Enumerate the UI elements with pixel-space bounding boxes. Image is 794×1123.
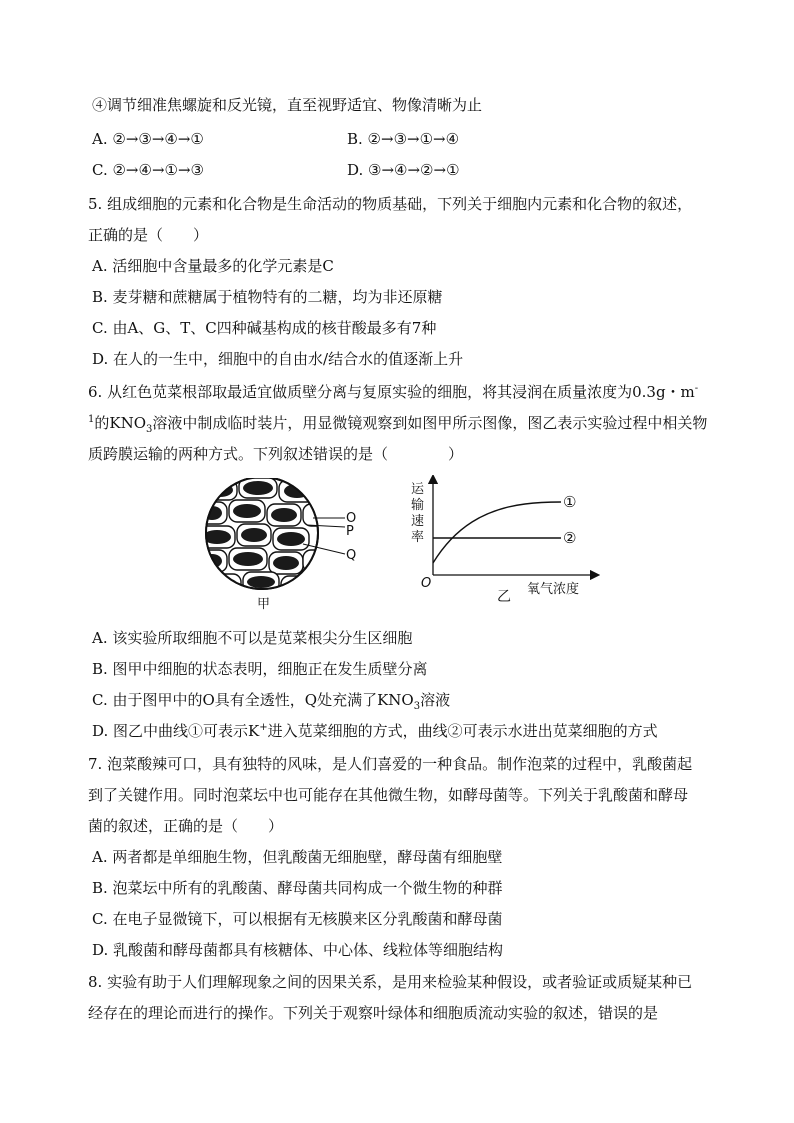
q7-stem-line2: 到了关键作用。同时泡菜坛中也可能存在其他微生物，如酵母菌等。下列关于乳酸菌和酵母 [88, 786, 689, 804]
q5-stem-line1: 5. 组成细胞的元素和化合物是生命活动的物质基础，下列关于细胞内元素和化合物的叙述， [88, 195, 693, 213]
q6-option-c-b: 溶液 [420, 691, 451, 709]
q6-option-c-a: C. 由于图甲中的O具有全透性，Q处充满了KNO [92, 691, 414, 709]
q6-option-a: A. 该实验所取细胞不可以是苋菜根尖分生区细胞 [92, 629, 413, 647]
q7-option-a: A. 两者都是单细胞生物，但乳酸菌无细胞壁，酵母菌有细胞壁 [92, 848, 503, 866]
q6-option-d-a: D. 图乙中曲线①可表示K [92, 722, 260, 740]
caption-yi: 乙 [497, 589, 511, 605]
q8-stem-line2: 经存在的理论而进行的操作。下列关于观察叶绿体和细胞质流动实验的叙述，错误的是 [88, 1004, 659, 1022]
q6-stem-line1 [88, 382, 698, 402]
q6-option-d [92, 721, 658, 741]
ylabel-char-3: 速 [411, 514, 425, 529]
q4-option-d: D. ③→④→②→① [347, 161, 460, 179]
q6-option-c-sub: 3 [413, 701, 421, 712]
caption-jia: 甲 [257, 597, 271, 612]
q6-stem-sub: 3 [146, 424, 153, 435]
q5-option-c: C. 由A、G、T、C四种碱基构成的核苷酸最多有7种 [92, 319, 437, 337]
q8-stem-line1: 8. 实验有助于人们理解现象之间的因果关系，是用来检验某种假设，或者验证或质疑某种已 [88, 973, 693, 991]
xlabel: 氧气浓度 [527, 582, 580, 597]
q6-stem-sup1: - [694, 383, 699, 394]
ylabel-char-1: 运 [411, 482, 425, 497]
q6-stem-line2 [88, 413, 707, 433]
label-o: O [346, 511, 357, 526]
q7-stem-line1: 7. 泡菜酸辣可口，具有独特的风味，是人们喜爱的一种食品。制作泡菜的过程中，乳酸菌起 [88, 755, 693, 773]
q5-stem-line2: 正确的是（ ） [88, 226, 209, 244]
q5-option-b: B. 麦芽糖和蔗糖属于植物特有的二糖，均为非还原糖 [92, 288, 443, 306]
q6-option-b: B. 图甲中细胞的状态表明，细胞正在发生质壁分离 [92, 660, 428, 678]
curve-2-label: ② [563, 529, 577, 547]
q4-option-b: B. ②→③→①→④ [347, 130, 460, 148]
q6-stem-line1-text: 6. 从红色苋菜根部取最适宜做质壁分离与复原实验的细胞，将其浸润在质量浓度为0.3g・m [88, 383, 695, 401]
q6-option-d-sup: + [259, 722, 268, 733]
q5-option-a: A. 活细胞中含量最多的化学元素是C [92, 257, 334, 275]
curve-1 [433, 502, 561, 563]
q4-option-c: C. ②→④→①→③ [92, 161, 204, 179]
q7-option-b: B. 泡菜坛中所有的乳酸菌、酵母菌共同构成一个微生物的种群 [92, 879, 503, 897]
q4-option-a: A. ②→③→④→① [92, 130, 204, 148]
q7-option-c: C. 在电子显微镜下，可以根据有无核膜来区分乳酸菌和酵母菌 [92, 910, 503, 928]
q6-stem-line3: 质跨膜运输的两种方式。下列叙述错误的是（ ） [88, 445, 464, 463]
q6-option-d-b: 进入苋菜细胞的方式，曲线②可表示水进出苋菜细胞的方式 [267, 722, 658, 740]
q6-stem-line2-b: 溶液中制成临时装片，用显微镜观察到如图甲所示图像，图乙表示实验过程中相关物 [152, 414, 708, 432]
figure-jia-cells [195, 478, 365, 613]
curve-1-label: ① [563, 493, 577, 511]
ylabel-char-2: 输 [411, 498, 425, 513]
q7-option-d: D. 乳酸菌和酵母菌都具有核糖体、中心体、线粒体等细胞结构 [92, 941, 504, 959]
q7-stem-line3: 菌的叙述，正确的是（ ） [88, 817, 284, 835]
q5-option-d: D. 在人的一生中，细胞中的自由水/结合水的值逐渐上升 [92, 350, 464, 368]
label-p: P [346, 524, 354, 539]
ylabel-char-4: 率 [411, 530, 425, 545]
q6-stem-line2-a: 的KNO [94, 414, 147, 432]
figure-yi-chart [405, 475, 605, 610]
q6-stem-sup2: 1 [88, 414, 95, 425]
q6-option-c [92, 690, 450, 710]
q4-step4: ④调节细准焦螺旋和反光镜，直至视野适宜、物像清晰为止 [92, 96, 483, 114]
origin-label: O [421, 576, 432, 591]
label-q: Q [346, 548, 357, 563]
